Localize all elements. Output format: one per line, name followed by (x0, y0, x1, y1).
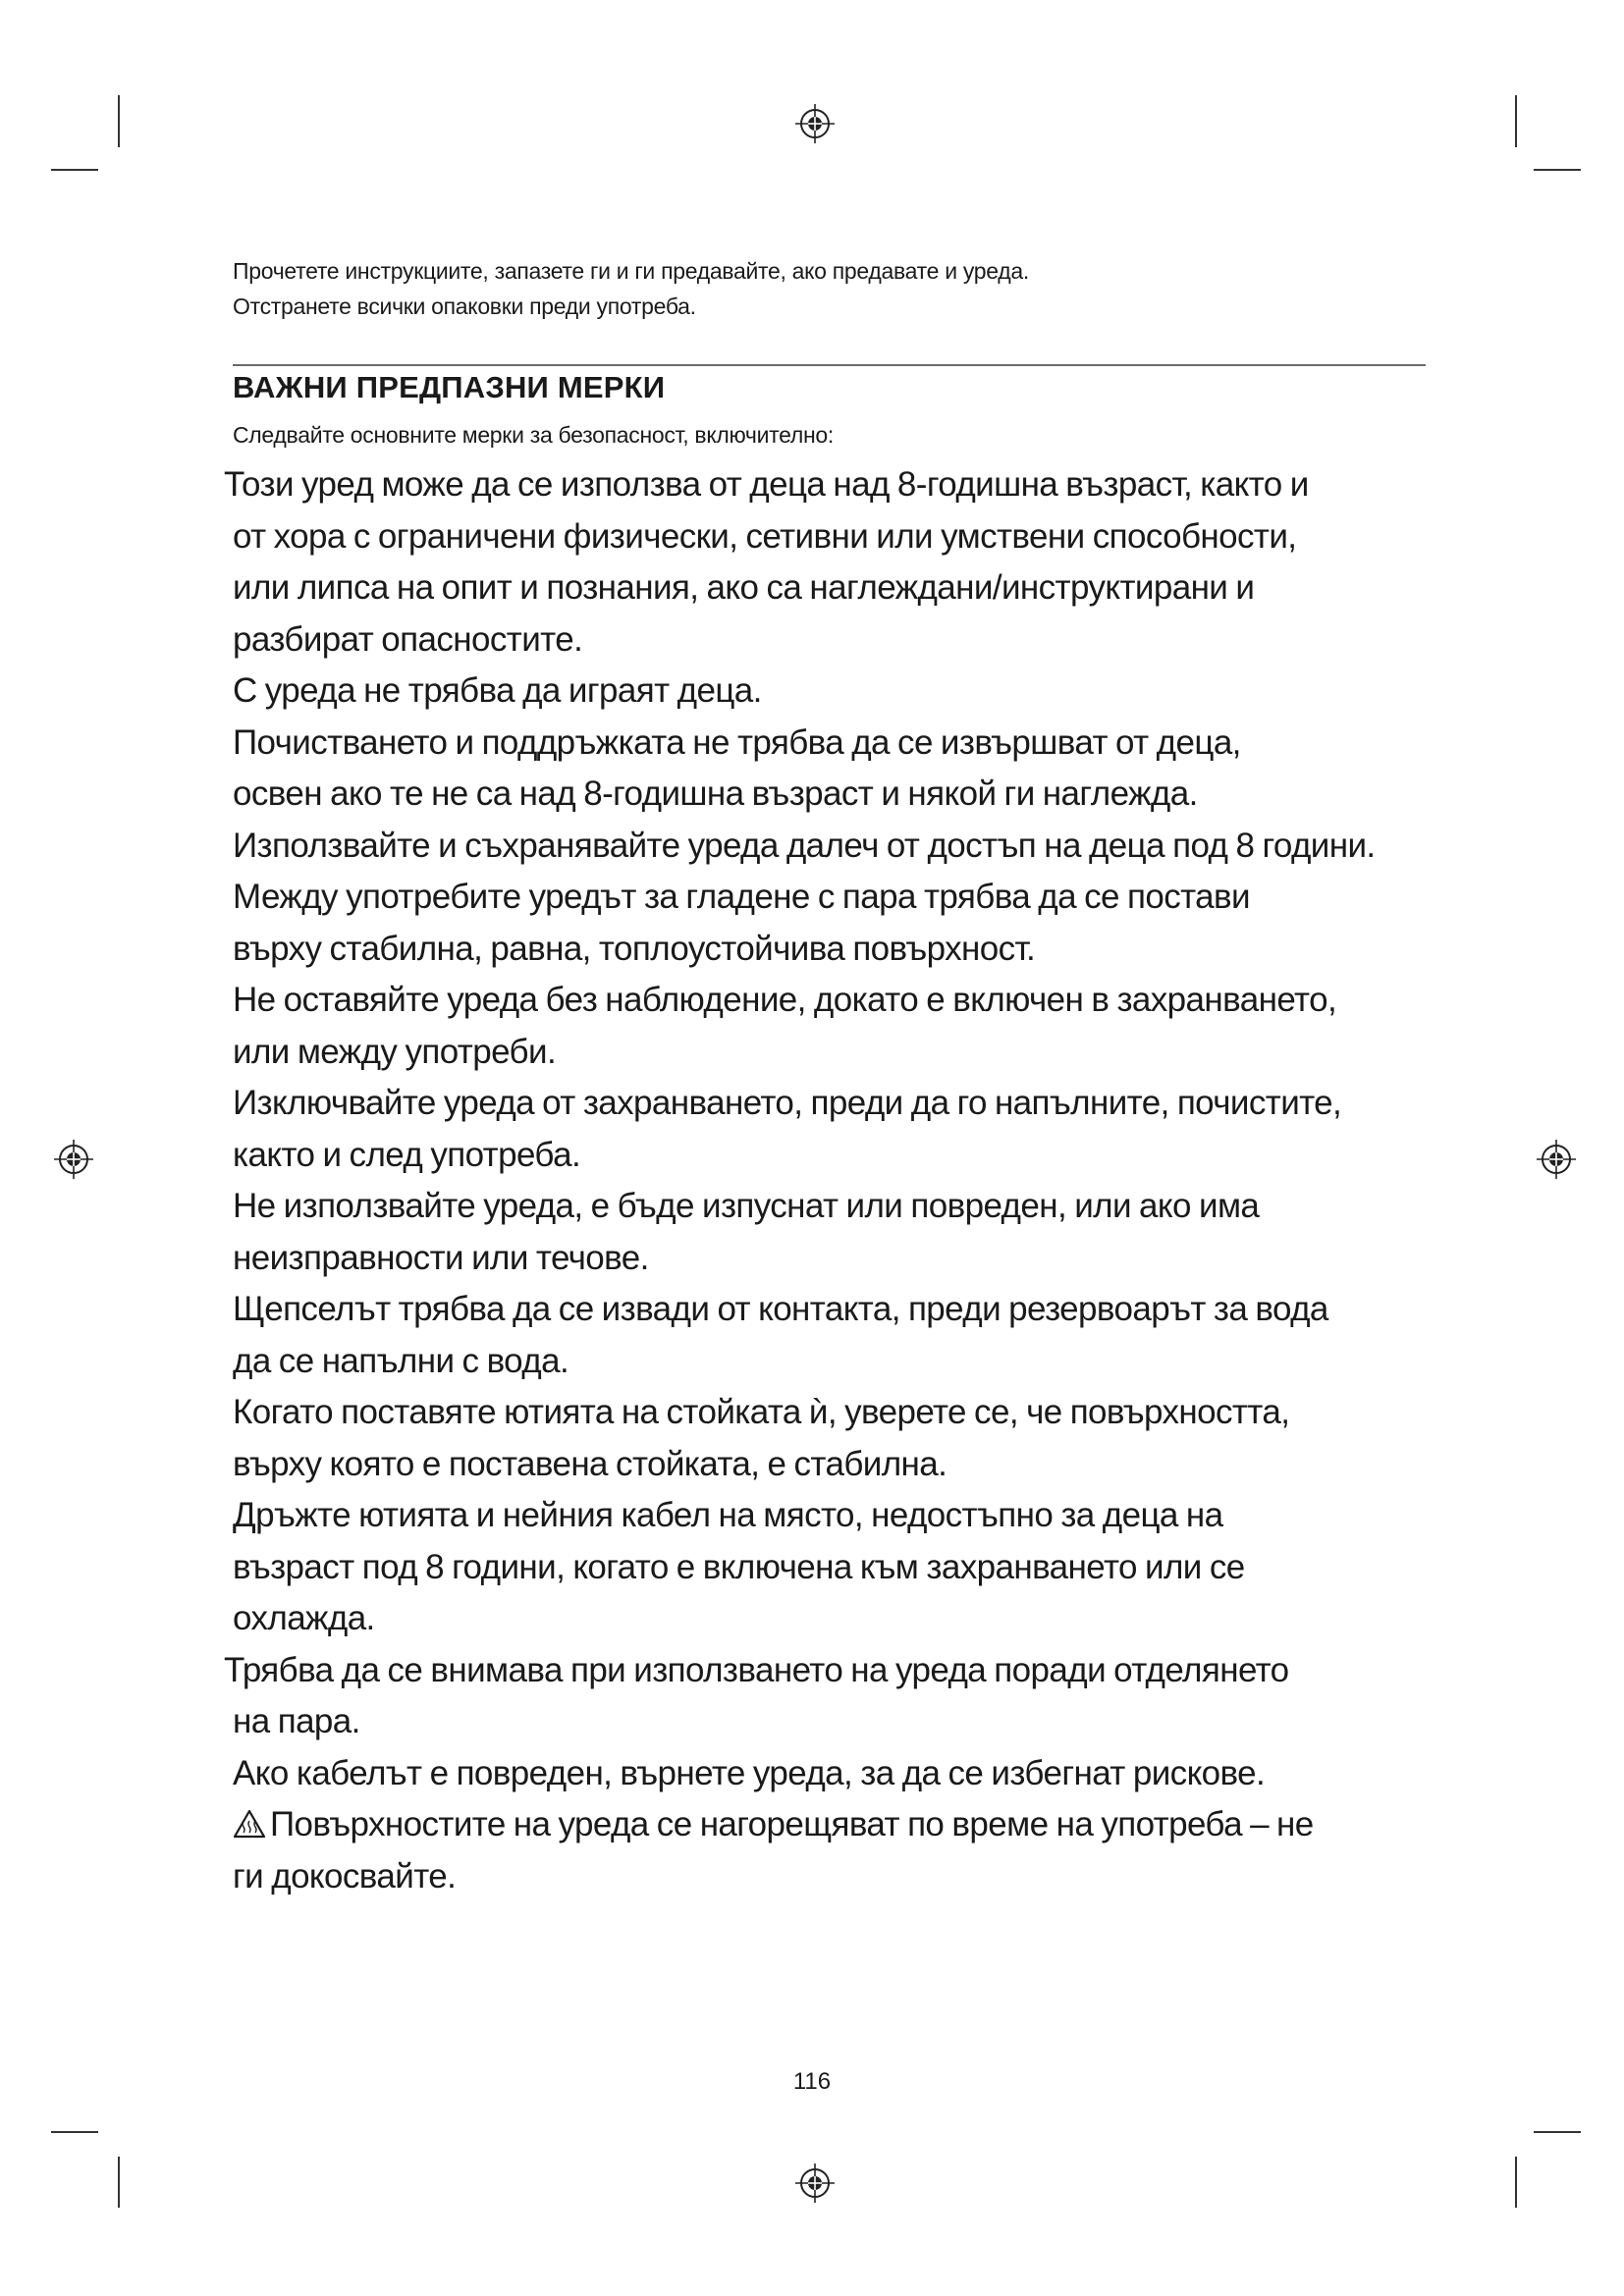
intro-line: Отстранете всички опаковки преди употреба. (233, 294, 696, 319)
safety-line: Между употребите уредът за гладене с пара трябва да се постави (233, 878, 1250, 916)
intro-line: Прочетете инструкциите, запазете ги и ги предавайте, ако предавате и уреда. (233, 258, 1029, 284)
safety-line: Използвайте и съхранявайте уреда далеч от достъп на деца под 8 години. (233, 826, 1376, 865)
safety-line: както и след употреба. (233, 1135, 581, 1174)
safety-line: Щепселът трябва да се извади от контакта, преди резервоарът за вода (233, 1290, 1328, 1328)
safety-line: Трябва да се внимава при използването на уреда поради отделянето (224, 1650, 1289, 1689)
safety-line: Не оставяйте уреда без наблюдение, докато е включен в захранването, (233, 981, 1337, 1019)
crop-mark (118, 2157, 120, 2208)
registration-mark-icon (793, 2162, 837, 2205)
safety-line: С уреда не трябва да играят деца. (233, 671, 762, 710)
safety-line: или между употреби. (233, 1032, 557, 1071)
registration-mark-icon (1535, 1138, 1578, 1181)
safety-line: Дръжте ютията и нейния кабел на място, недостъпно за деца на (233, 1496, 1223, 1534)
safety-line: неизправности или течове. (233, 1238, 649, 1277)
safety-line: охлажда. (233, 1599, 375, 1637)
section-heading: ВАЖНИ ПРЕДПАЗНИ МЕРКИ (233, 370, 666, 404)
safety-line: или липса на опит и познания, ако са наглеждани/инструктирани и (233, 568, 1255, 607)
safety-list (224, 459, 1446, 1902)
crop-mark (1515, 95, 1517, 147)
crop-mark (51, 2131, 98, 2133)
safety-line: ги докосвайте. (233, 1856, 457, 1896)
crop-mark (1534, 169, 1581, 171)
safety-line: върху която е поставена стойката, е стабилна. (233, 1444, 947, 1483)
safety-line: Ако кабелът е повреден, върнете уреда, за да се избегнат рискове. (233, 1753, 1266, 1792)
section-subheading: Следвайте основните мерки за безопасност, включително: (233, 422, 834, 448)
crop-mark (1515, 2157, 1517, 2208)
safety-line: Почистването и поддръжката не трябва да се извършват от деца, (233, 722, 1241, 762)
safety-line: разбират опасностите. (233, 619, 583, 659)
section-divider (233, 364, 1426, 366)
safety-line-text: Повърхностите на уреда се нагорещяват по време на употреба – не (270, 1805, 1314, 1843)
page-number: 116 (792, 2068, 832, 2095)
safety-line: Не използвайте уреда, е бъде изпуснат или повреден, или ако има (233, 1187, 1260, 1225)
intro-text (233, 253, 1431, 324)
crop-mark (51, 169, 98, 171)
crop-mark (1534, 2131, 1581, 2133)
safety-line-with-icon (224, 1799, 1446, 1851)
registration-mark-icon (793, 102, 837, 145)
safety-line: от хора с ограничени физически, сетивни или умствени способности, (233, 516, 1297, 556)
safety-line: да се напълни с вода. (233, 1341, 569, 1380)
registration-mark-icon (52, 1138, 95, 1181)
crop-mark (118, 95, 120, 147)
hot-surface-warning-icon (233, 1809, 266, 1839)
safety-line: върху стабилна, равна, топлоустойчива повърхност. (233, 929, 1036, 968)
safety-line: освен ако те не са над 8-годишна възраст и някой ги наглежда. (233, 774, 1198, 813)
safety-line: Този уред може да се използва от деца над 8-годишна възраст, както и (224, 465, 1309, 504)
safety-line: Изключвайте уреда от захранването, преди да го напълните, почистите, (233, 1084, 1342, 1122)
safety-line: на пара. (233, 1702, 360, 1740)
safety-line: възраст под 8 години, когато е включена към захранването или се (233, 1547, 1245, 1586)
safety-line: Когато поставяте ютията на стойката ѝ, уверете се, че повърхността, (233, 1393, 1290, 1431)
